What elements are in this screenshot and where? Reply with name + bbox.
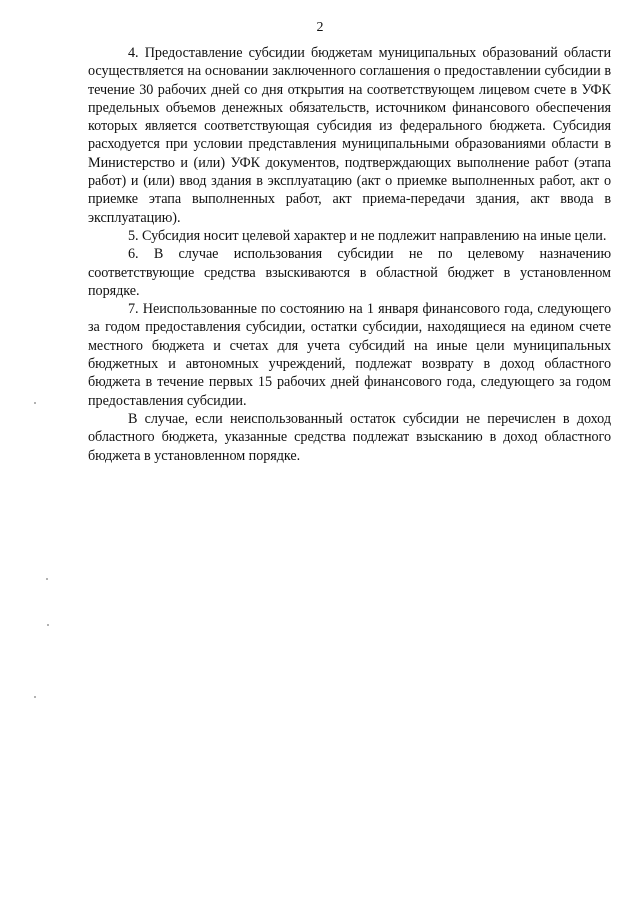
paragraph-5-targeted-nature: 5. Субсидия носит целевой характер и не подлежит направлению на иные цели. [128,227,607,244]
page-number: 2 [316,20,324,35]
document-body [88,44,611,465]
paragraph-4-subsidy-provision: 4. Предоставление субсидии бюджетам муниципальных образований области осуществляется на основании заключенного соглашения о предоставлении субсидии в течение 30 рабочих дней со дня открытия на соответствующем лицевом счете в УФК предельных объемов денежных обязательств, источником финансового обеспечения которых является соответствующая субсидия из федерального бюджета. Субсидия расходуется при условии представления муниципальными образованиями области в Министерство и (или) УФК документов, подтверждающих выполнение работ (этапа работ) и (или) ввод здания в эксплуатацию (акт о приемке выполненных работ, акт о приемке этапа выполненных работ, акт приема-передачи здания, акт ввода в эксплуатацию). [88,45,611,226]
scan-speck [46,578,48,580]
scan-speck [47,624,49,626]
paragraph-7-unused-balance-return: 7. Неиспользованные по состоянию на 1 января финансового года, следующего за годом предоставления субсидии, остатки субсидии, находящиеся на едином счете местного бюджета и счетах для учета субсидий на иные цели муниципальных бюджетных и автономных учреждений, подлежат возврату в доход областного бюджета в течение первых 15 рабочих дней финансового года, следующего за годом предоставления субсидии. [88,301,611,409]
scan-speck [34,402,36,404]
scan-speck [34,696,36,698]
paragraph-6-misuse-recovery: 6. В случае использования субсидии не по целевому назначению соответствующие средства взыскиваются в областной бюджет в установленном порядке. [88,246,611,299]
paragraph-unreturned-balance-recovery: В случае, если неиспользованный остаток субсидии не перечислен в доход областного бюджета, указанные средства подлежат взысканию в доход областного бюджета в установленном порядке. [88,410,611,464]
